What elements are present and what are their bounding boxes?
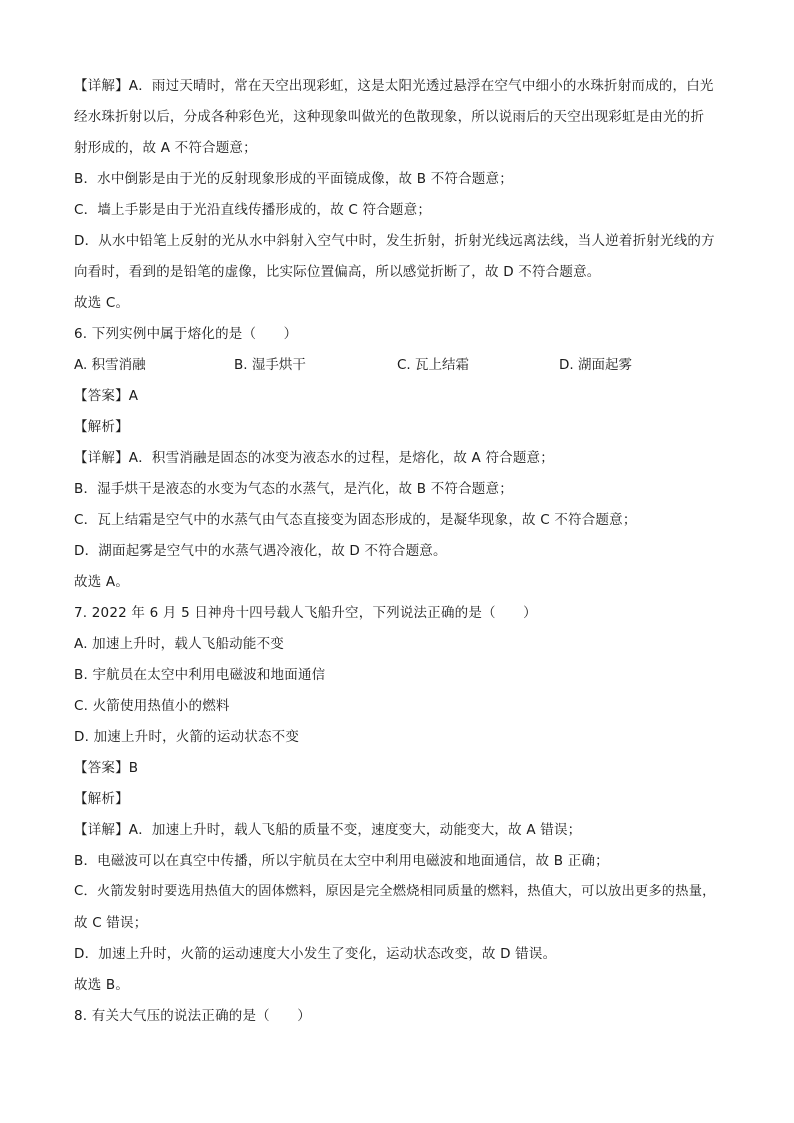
q7-option-a: A. 加速上升时，载人飞船动能不变 bbox=[74, 636, 284, 652]
q6-question: 6. 下列实例中属于熔化的是（ ） bbox=[74, 326, 298, 342]
q5-detail-line-3: 射形成的，故 A 不符合题意； bbox=[74, 140, 257, 156]
q7-detail-line-4: 故 C 错误； bbox=[74, 915, 148, 931]
q7-detail-line-3: C．火箭发射时要选用热值大的固体燃料，原因是完全燃烧相同质量的燃料，热值大，可以放出更多的热量， bbox=[74, 884, 716, 899]
q5-conclusion: 故选 C。 bbox=[74, 295, 130, 311]
q5-detail-line-5: C．墙上手影是由于光沿直线传播形成的，故 C 符合题意； bbox=[74, 202, 432, 218]
q7-detail-line-2: B．电磁波可以在真空中传播，所以宇航员在太空中利用电磁波和地面通信，故 B 正确； bbox=[74, 853, 609, 869]
q7-option-c: C. 火箭使用热值小的燃料 bbox=[74, 698, 230, 714]
q5-detail-line-7: 向看时，看到的是铅笔的虚像，比实际位置偏高，所以感觉折断了，故 D 不符合题意。 bbox=[74, 264, 601, 280]
q6-answer: 【答案】A bbox=[74, 388, 139, 404]
q5-detail-line-2: 经水珠折射以后，分成各种彩色光，这种现象叫做光的色散现象，所以说雨后的天空出现彩虹是由光的折 bbox=[74, 109, 705, 125]
q5-detail-line-4: B．水中倒影是由于光的反射现象形成的平面镜成像，故 B 不符合题意； bbox=[74, 171, 513, 187]
q7-detail-line-1: 【详解】A．加速上升时，载人飞船的质量不变，速度变大，动能变大，故 A 错误； bbox=[74, 822, 582, 838]
q7-analysis-heading: 【解析】 bbox=[74, 791, 129, 807]
q6-detail-line-1: 【详解】A．积雪消融是固态的冰变为液态水的过程，是熔化，故 A 符合题意； bbox=[74, 450, 554, 466]
q7-option-d: D. 加速上升时，火箭的运动状态不变 bbox=[74, 729, 300, 745]
q5-detail-line-1: 【详解】A．雨过天晴时，常在天空出现彩虹，这是太阳光透过悬浮在空气中细小的水珠折射而成的，白光 bbox=[74, 78, 714, 94]
q6-options bbox=[74, 356, 724, 374]
q6-option-c: C. 瓦上结霜 bbox=[397, 357, 470, 373]
q8-question: 8. 有关大气压的说法正确的是（ ） bbox=[74, 1008, 311, 1024]
q5-detail-line-6: D．从水中铅笔上反射的光从水中斜射入空气中时，发生折射，折射光线远离法线，当人逆着折射光线的方 bbox=[74, 233, 715, 249]
q7-detail-line-5: D．加速上升时，火箭的运动速度大小发生了变化，运动状态改变，故 D 错误。 bbox=[74, 946, 557, 962]
q6-detail-line-4: D．湖面起雾是空气中的水蒸气遇冷液化，故 D 不符合题意。 bbox=[74, 543, 447, 559]
q6-detail-line-3: C．瓦上结霜是空气中的水蒸气由气态直接变为固态形成的，是凝华现象，故 C 不符合题意； bbox=[74, 512, 637, 528]
q7-option-b: B. 宇航员在太空中利用电磁波和地面通信 bbox=[74, 667, 326, 683]
q6-option-d: D. 湖面起雾 bbox=[559, 357, 632, 373]
q6-detail-line-2: B．湿手烘干是液态的水变为气态的水蒸气，是汽化，故 B 不符合题意； bbox=[74, 481, 513, 497]
q7-answer: 【答案】B bbox=[74, 760, 139, 776]
q6-option-a: A. 积雪消融 bbox=[74, 357, 146, 373]
q7-question: 7. 2022 年 6 月 5 日神舟十四号载人飞船升空，下列说法正确的是（ ） bbox=[74, 605, 537, 621]
q6-option-b: B. 湿手烘干 bbox=[234, 357, 306, 373]
q7-conclusion: 故选 B。 bbox=[74, 977, 130, 993]
q6-conclusion: 故选 A。 bbox=[74, 574, 130, 590]
q6-analysis-heading: 【解析】 bbox=[74, 419, 129, 435]
